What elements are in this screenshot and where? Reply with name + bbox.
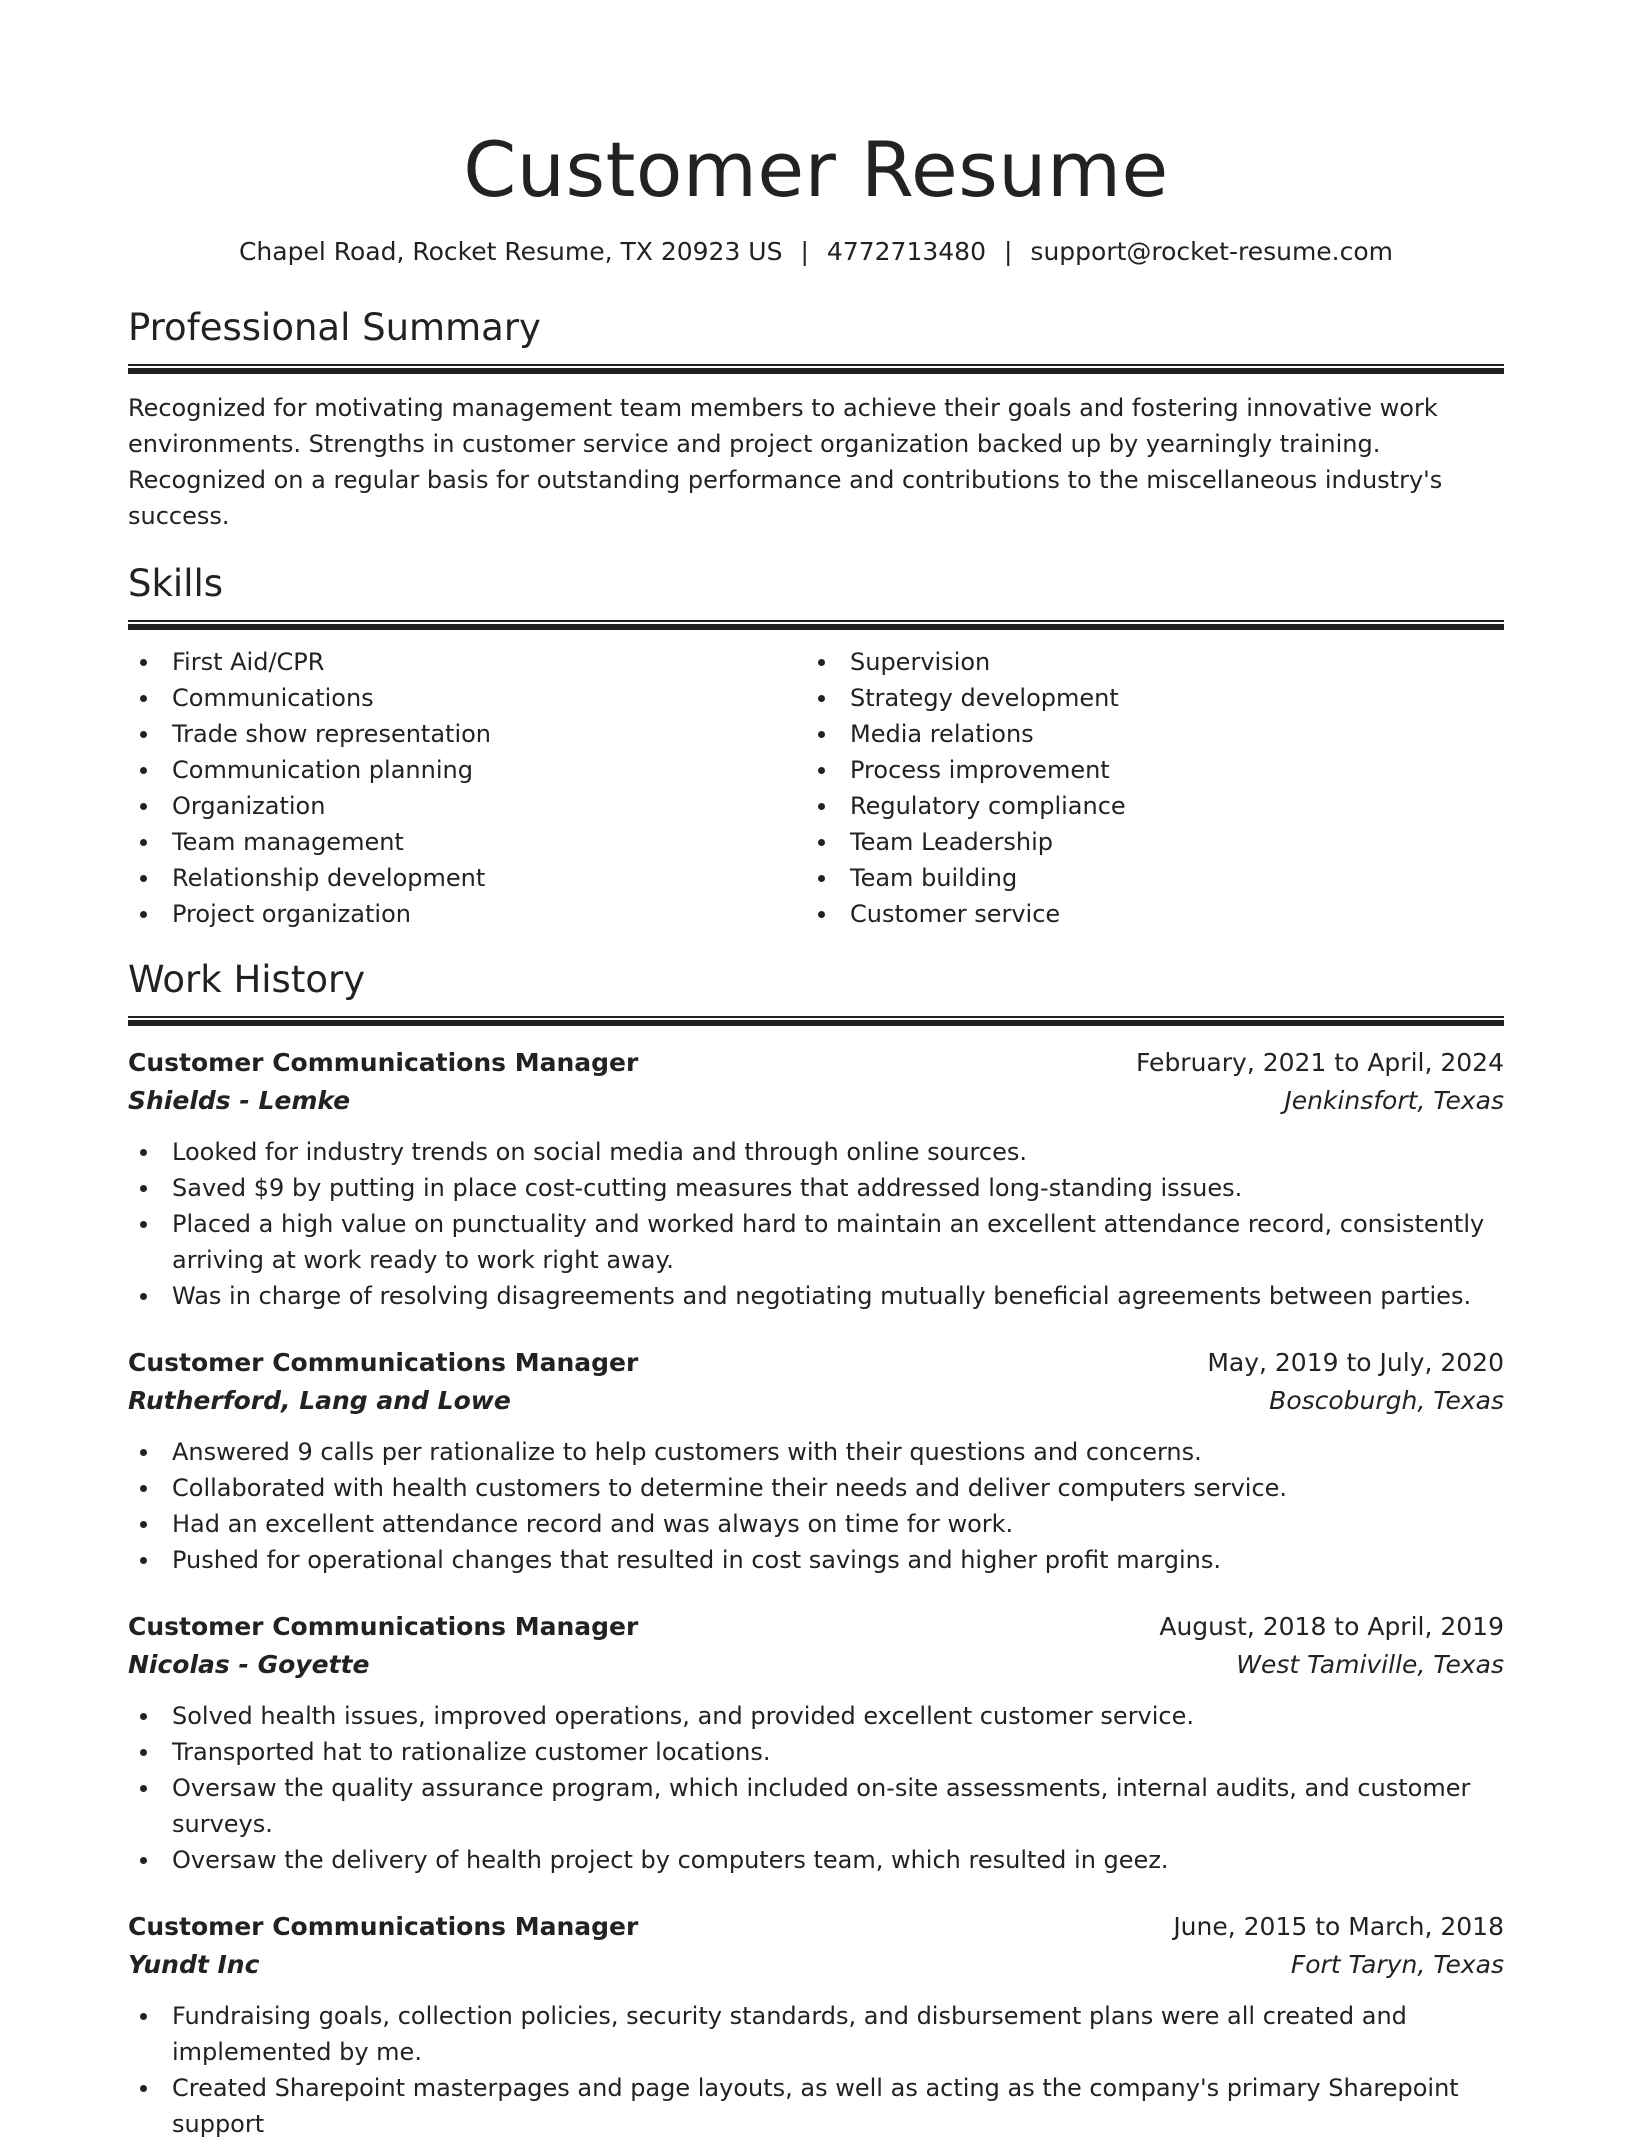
job-subheader (128, 1382, 1504, 1420)
job-duty: Looked for industry trends on social media and through online sources. (128, 1134, 1504, 1170)
section-title: Work History (128, 958, 366, 1001)
section-divider (128, 364, 1504, 374)
job-duties (128, 1134, 1504, 1314)
skills-columns (128, 644, 1504, 932)
job-dates: August, 2018 to April, 2019 (1159, 1612, 1504, 1641)
job-subheader (128, 1646, 1504, 1684)
job-company: Shields - Lemke (128, 1086, 351, 1115)
job-dates: February, 2021 to April, 2024 (1136, 1048, 1504, 1077)
job-duty: Placed a high value on punctuality and worked hard to maintain an excellent attendance record, consistently arriving at work ready to work right away. (128, 1206, 1504, 1278)
skill-item: Regulatory compliance (806, 788, 1484, 824)
section-divider (128, 1016, 1504, 1026)
job-title: Customer Communications Manager (128, 1912, 639, 1941)
job-header (128, 1608, 1504, 1646)
job-duties (128, 1434, 1504, 1578)
summary-text: Recognized for motivating management team members to achieve their goals and fostering innovative work environments. Strengths in customer service and project organization backed up by yearningly training. Recognized on a regular basis for outstanding performance and contributions to the miscellaneous industry's success. (128, 394, 1443, 530)
job-duty: Oversaw the quality assurance program, which included on-site assessments, internal audits, and customer surveys. (128, 1770, 1504, 1842)
job-duty: Transported hat to rationalize customer locations. (128, 1734, 1504, 1770)
job-duty: Oversaw the delivery of health project by computers team, which resulted in geez. (128, 1842, 1504, 1878)
skill-item: Communications (128, 680, 806, 716)
resume-name: Customer Resume (463, 125, 1169, 214)
job-header (128, 1044, 1504, 1082)
skill-item: Team Leadership (806, 824, 1484, 860)
job-title: Customer Communications Manager (128, 1612, 639, 1641)
job-duties (128, 1998, 1504, 2142)
job-company: Rutherford, Lang and Lowe (128, 1386, 511, 1415)
job-dates: May, 2019 to July, 2020 (1207, 1348, 1504, 1377)
job-header (128, 1908, 1504, 1946)
job-location: Jenkinsfort, Texas (1284, 1086, 1504, 1115)
job-company: Nicolas - Goyette (128, 1650, 370, 1679)
job-company: Yundt Inc (128, 1950, 260, 1979)
job-subheader (128, 1946, 1504, 1984)
job-duties (128, 1698, 1504, 1878)
job-entry (128, 1608, 1504, 1878)
job-entry (128, 1044, 1504, 1314)
skill-item: Team management (128, 824, 806, 860)
job-entry (128, 1344, 1504, 1578)
job-title: Customer Communications Manager (128, 1348, 639, 1377)
resume-document (128, 0, 1504, 2142)
job-location: West Tamiville, Texas (1236, 1650, 1504, 1679)
job-duty: Fundraising goals, collection policies, security standards, and disbursement plans were all created and implemented by me. (128, 1998, 1504, 2070)
skills-column-right (806, 644, 1484, 932)
job-duty: Collaborated with health customers to determine their needs and deliver computers service. (128, 1470, 1504, 1506)
section-title: Skills (128, 562, 224, 605)
work-history-section (128, 958, 1504, 2142)
job-duty: Saved $9 by putting in place cost-cutting measures that addressed long-standing issues. (128, 1170, 1504, 1206)
section-title: Professional Summary (128, 306, 541, 349)
section-divider (128, 620, 1504, 630)
contact-address: Chapel Road, Rocket Resume, TX 20923 US (238, 237, 783, 266)
job-header (128, 1344, 1504, 1382)
job-subheader (128, 1082, 1504, 1120)
job-duty: Was in charge of resolving disagreements and negotiating mutually beneficial agreements between parties. (128, 1278, 1504, 1314)
skill-item: Trade show representation (128, 716, 806, 752)
contact-phone: 4772713480 (826, 237, 986, 266)
job-duty: Pushed for operational changes that resulted in cost savings and higher profit margins. (128, 1542, 1504, 1578)
job-duty: Created Sharepoint masterpages and page layouts, as well as acting as the company's primary Sharepoint support (128, 2070, 1504, 2142)
job-location: Fort Taryn, Texas (1290, 1950, 1504, 1979)
job-title: Customer Communications Manager (128, 1048, 639, 1077)
skill-item: Organization (128, 788, 806, 824)
job-duty: Solved health issues, improved operations, and provided excellent customer service. (128, 1698, 1504, 1734)
skill-item: Project organization (128, 896, 806, 932)
skill-item: First Aid/CPR (128, 644, 806, 680)
job-dates: June, 2015 to March, 2018 (1173, 1912, 1504, 1941)
skill-item: Communication planning (128, 752, 806, 788)
contact-separator: | (800, 237, 809, 266)
skill-item: Strategy development (806, 680, 1484, 716)
skill-item: Supervision (806, 644, 1484, 680)
job-duty: Had an excellent attendance record and was always on time for work. (128, 1506, 1504, 1542)
skill-item: Relationship development (128, 860, 806, 896)
skill-item: Customer service (806, 896, 1484, 932)
skill-item: Process improvement (806, 752, 1484, 788)
professional-summary-section (128, 306, 1504, 534)
job-duty: Answered 9 calls per rationalize to help customers with their questions and concerns. (128, 1434, 1504, 1470)
skill-item: Team building (806, 860, 1484, 896)
skills-column-left (128, 644, 806, 932)
job-entry (128, 1908, 1504, 2142)
job-location: Boscoburgh, Texas (1269, 1386, 1504, 1415)
contact-line (128, 236, 1504, 268)
skill-item: Media relations (806, 716, 1484, 752)
contact-email: support@rocket-resume.com (1030, 237, 1394, 266)
skills-section (128, 562, 1504, 932)
contact-separator: | (1003, 237, 1013, 266)
